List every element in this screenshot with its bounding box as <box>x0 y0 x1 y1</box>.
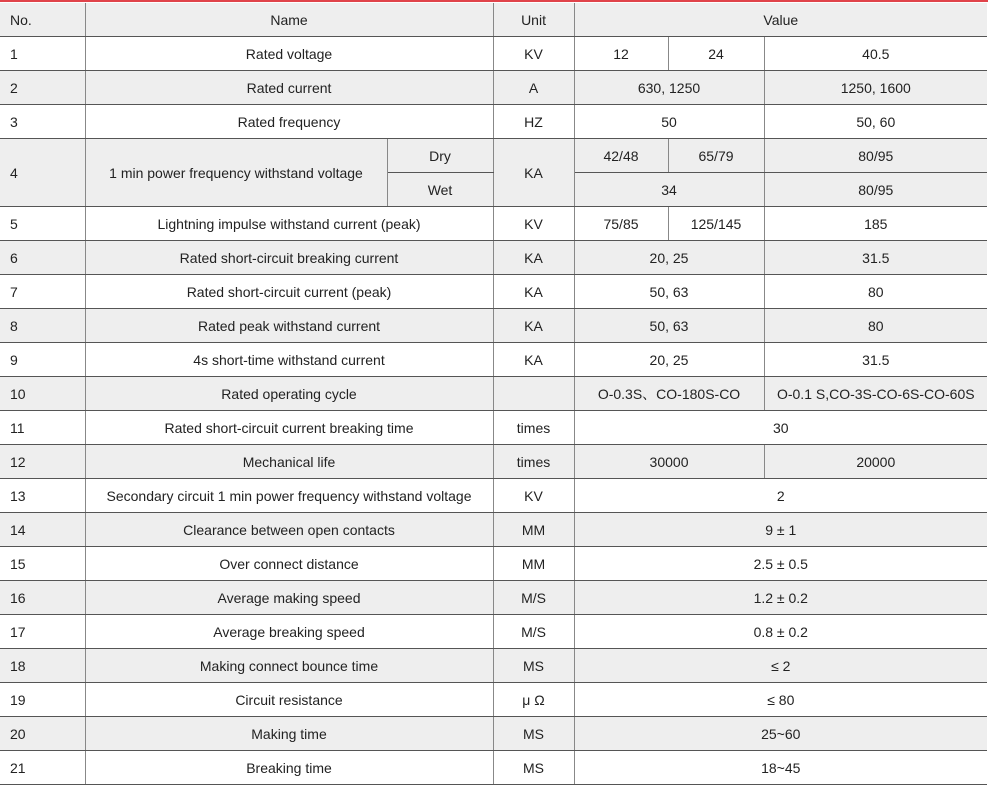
row-no: 9 <box>0 343 85 377</box>
row-value: 2 <box>574 479 987 513</box>
table-row <box>0 751 987 785</box>
row-unit: KV <box>493 37 574 71</box>
row-unit: MM <box>493 513 574 547</box>
table-row <box>0 139 987 173</box>
row-value: 40.5 <box>764 37 987 71</box>
row-value: 80/95 <box>764 173 987 207</box>
row-name: Rated voltage <box>85 37 493 71</box>
row-unit: KA <box>493 139 574 207</box>
table-row <box>0 649 987 683</box>
row-unit: KV <box>493 479 574 513</box>
header-no: No. <box>0 3 85 37</box>
row-no: 12 <box>0 445 85 479</box>
top-accent-line <box>0 0 988 2</box>
row-no: 19 <box>0 683 85 717</box>
row-no: 18 <box>0 649 85 683</box>
row-name: Lightning impulse withstand current (peak) <box>85 207 493 241</box>
row-value: 20000 <box>764 445 987 479</box>
row-value: 1250, 1600 <box>764 71 987 105</box>
row-value: 75/85 <box>574 207 668 241</box>
row-value: O-0.1 S,CO-3S-CO-6S-CO-60S <box>764 377 987 411</box>
row-no: 7 <box>0 275 85 309</box>
row-value: 80 <box>764 309 987 343</box>
row-name: Rated short-circuit current (peak) <box>85 275 493 309</box>
row-no: 1 <box>0 37 85 71</box>
row-value: 31.5 <box>764 241 987 275</box>
row-value: 50 <box>574 105 764 139</box>
row-name: Rated current <box>85 71 493 105</box>
row-value: 50, 63 <box>574 309 764 343</box>
row-name: Over connect distance <box>85 547 493 581</box>
table-row <box>0 377 987 411</box>
table-row <box>0 683 987 717</box>
table-row <box>0 581 987 615</box>
table-row <box>0 309 987 343</box>
row-unit: MM <box>493 547 574 581</box>
header-value: Value <box>574 3 987 37</box>
row-value: 30 <box>574 411 987 445</box>
row-subcondition: Dry <box>387 139 493 173</box>
row-name: Rated short-circuit current breaking time <box>85 411 493 445</box>
row-name: 4s short-time withstand current <box>85 343 493 377</box>
row-no: 21 <box>0 751 85 785</box>
row-unit: KA <box>493 275 574 309</box>
table-row <box>0 71 987 105</box>
table-row <box>0 513 987 547</box>
row-no: 10 <box>0 377 85 411</box>
row-unit: MS <box>493 717 574 751</box>
table-row <box>0 615 987 649</box>
table-row <box>0 479 987 513</box>
row-no: 2 <box>0 71 85 105</box>
row-unit: KV <box>493 207 574 241</box>
row-name: Average breaking speed <box>85 615 493 649</box>
table-row <box>0 411 987 445</box>
row-value: 42/48 <box>574 139 668 173</box>
table-row <box>0 37 987 71</box>
row-value: 80/95 <box>764 139 987 173</box>
row-unit: A <box>493 71 574 105</box>
table-row <box>0 105 987 139</box>
row-unit: HZ <box>493 105 574 139</box>
row-value: 50, 63 <box>574 275 764 309</box>
row-unit: MS <box>493 751 574 785</box>
row-value: 20, 25 <box>574 343 764 377</box>
row-no: 8 <box>0 309 85 343</box>
row-value: ≤ 2 <box>574 649 987 683</box>
spec-table <box>0 3 987 785</box>
row-no: 13 <box>0 479 85 513</box>
table-row <box>0 343 987 377</box>
row-value: 630, 1250 <box>574 71 764 105</box>
row-no: 20 <box>0 717 85 751</box>
row-name: Making connect bounce time <box>85 649 493 683</box>
row-no: 14 <box>0 513 85 547</box>
row-subcondition: Wet <box>387 173 493 207</box>
row-value: ≤ 80 <box>574 683 987 717</box>
row-name: Breaking time <box>85 751 493 785</box>
row-no: 16 <box>0 581 85 615</box>
row-unit: KA <box>493 309 574 343</box>
row-value: 9 ± 1 <box>574 513 987 547</box>
table-row <box>0 241 987 275</box>
row-name: Rated operating cycle <box>85 377 493 411</box>
row-unit: μ Ω <box>493 683 574 717</box>
row-no: 6 <box>0 241 85 275</box>
row-unit: times <box>493 445 574 479</box>
header-row <box>0 3 987 37</box>
row-no: 5 <box>0 207 85 241</box>
row-name: Secondary circuit 1 min power frequency withstand voltage <box>85 479 493 513</box>
row-unit: KA <box>493 241 574 275</box>
row-value: 50, 60 <box>764 105 987 139</box>
row-name: Mechanical life <box>85 445 493 479</box>
header-unit: Unit <box>493 3 574 37</box>
row-name: Making time <box>85 717 493 751</box>
row-no: 15 <box>0 547 85 581</box>
row-value: 65/79 <box>668 139 764 173</box>
row-value: 125/145 <box>668 207 764 241</box>
row-name: Average making speed <box>85 581 493 615</box>
row-unit: M/S <box>493 581 574 615</box>
header-name: Name <box>85 3 493 37</box>
row-name: Clearance between open contacts <box>85 513 493 547</box>
row-value: 1.2 ± 0.2 <box>574 581 987 615</box>
row-value: 31.5 <box>764 343 987 377</box>
row-value: O-0.3S、CO-180S-CO <box>574 377 764 411</box>
table-row <box>0 445 987 479</box>
row-value: 34 <box>574 173 764 207</box>
row-no: 3 <box>0 105 85 139</box>
row-value: 18~45 <box>574 751 987 785</box>
table-row <box>0 717 987 751</box>
row-no: 4 <box>0 139 85 207</box>
row-name: 1 min power frequency withstand voltage <box>85 139 387 207</box>
row-value: 80 <box>764 275 987 309</box>
row-value: 2.5 ± 0.5 <box>574 547 987 581</box>
table-row <box>0 207 987 241</box>
row-value: 25~60 <box>574 717 987 751</box>
row-unit: times <box>493 411 574 445</box>
row-unit: M/S <box>493 615 574 649</box>
row-unit <box>493 377 574 411</box>
row-value: 20, 25 <box>574 241 764 275</box>
row-no: 17 <box>0 615 85 649</box>
row-value: 12 <box>574 37 668 71</box>
row-name: Rated short-circuit breaking current <box>85 241 493 275</box>
row-value: 0.8 ± 0.2 <box>574 615 987 649</box>
row-name: Rated frequency <box>85 105 493 139</box>
row-no: 11 <box>0 411 85 445</box>
row-value: 185 <box>764 207 987 241</box>
row-value: 30000 <box>574 445 764 479</box>
row-name: Rated peak withstand current <box>85 309 493 343</box>
row-value: 24 <box>668 37 764 71</box>
table-row <box>0 275 987 309</box>
table-row <box>0 547 987 581</box>
row-name: Circuit resistance <box>85 683 493 717</box>
row-unit: MS <box>493 649 574 683</box>
row-unit: KA <box>493 343 574 377</box>
